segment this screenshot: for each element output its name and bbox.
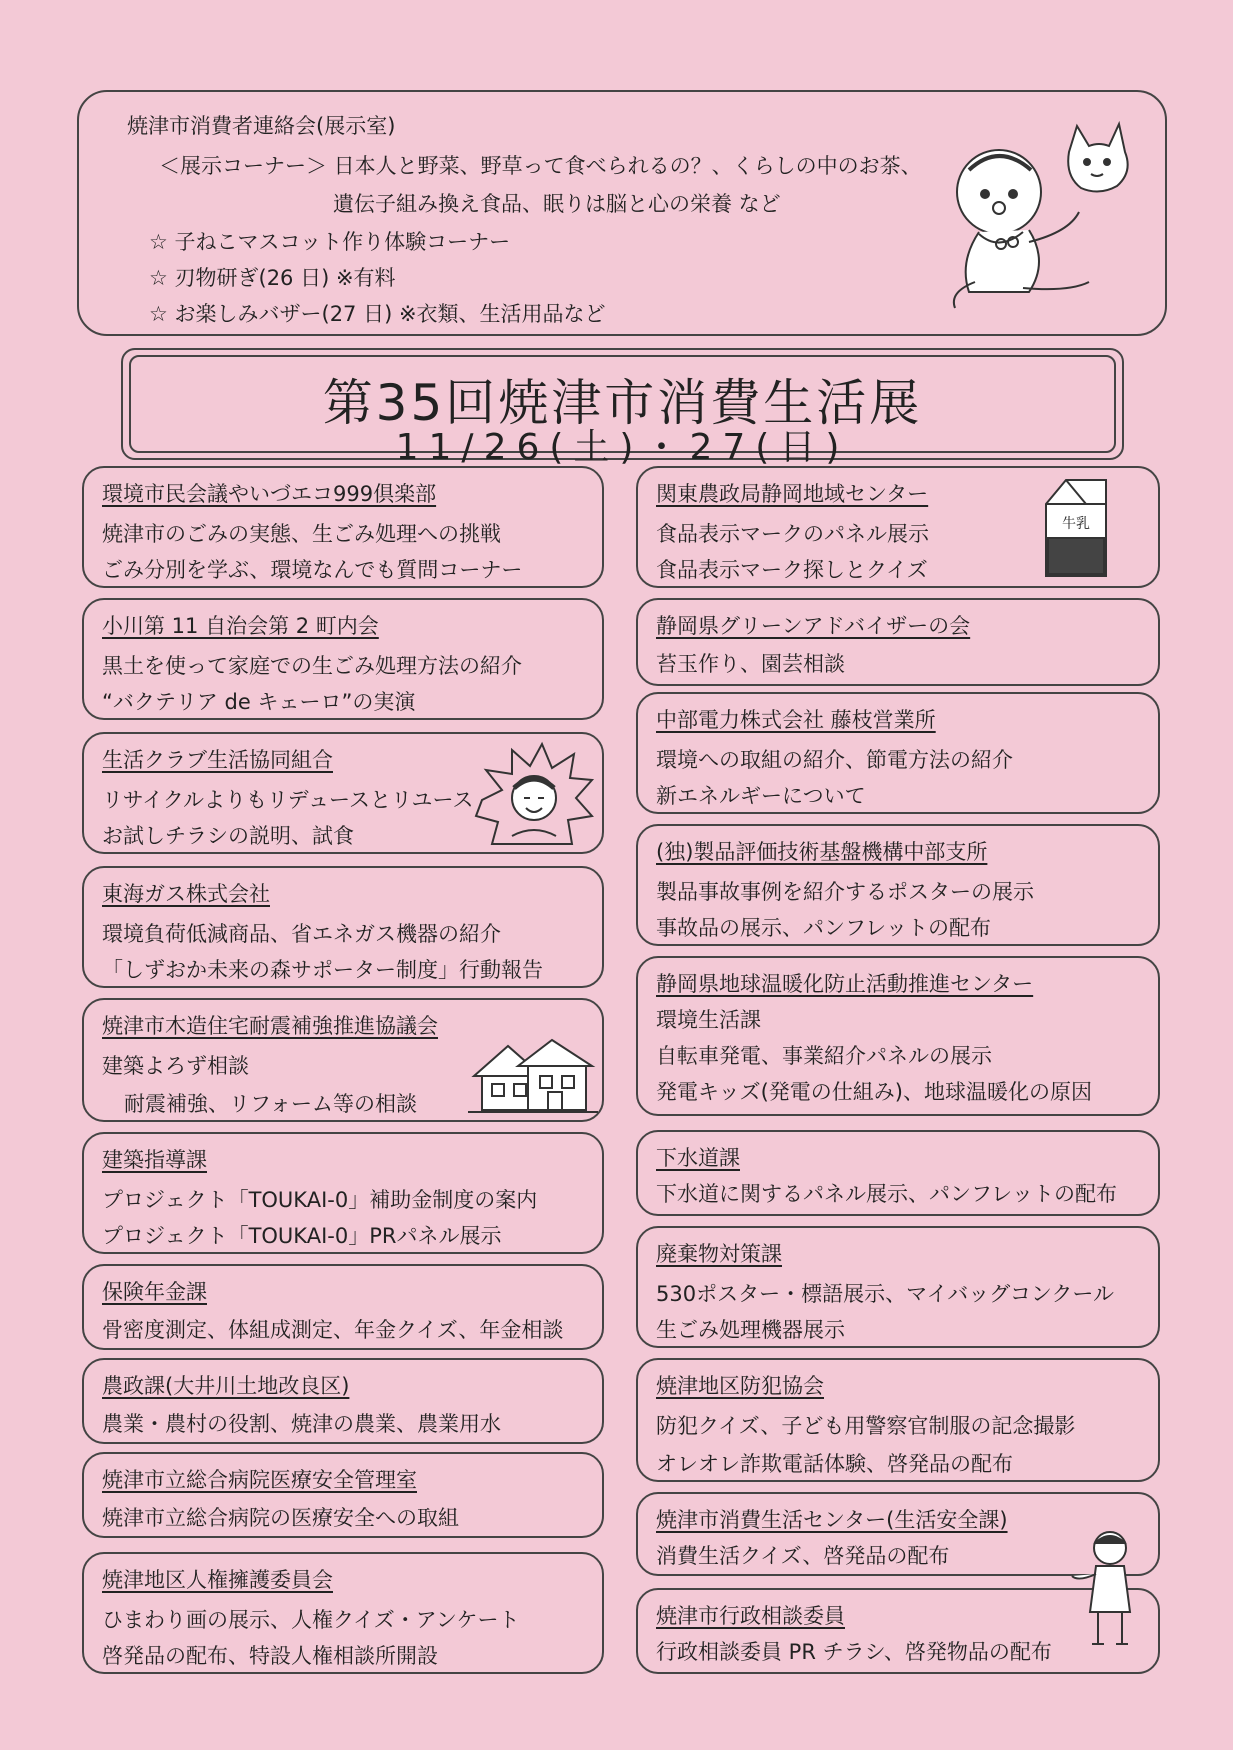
booth-line: 製品事故事例を紹介するポスターの展示: [656, 880, 1034, 904]
booth-line: 啓発品の配布、特設人権相談所開設: [102, 1644, 438, 1668]
booth-org: (独)製品評価技術基盤機構中部支所: [656, 840, 988, 864]
booth-line: 自転車発電、事業紹介パネルの展示: [656, 1044, 992, 1068]
milk-carton-illustration: [1036, 476, 1116, 580]
exhibition-title-frame: [121, 348, 1124, 468]
booth-line: 環境生活課: [656, 1008, 761, 1032]
booth-left-9: [82, 1452, 604, 1538]
booth-line: 焼津市立総合病院の医療安全への取組: [102, 1506, 459, 1530]
booth-line: 下水道に関するパネル展示、パンフレットの配布: [656, 1182, 1117, 1206]
booth-left-2: [82, 598, 604, 720]
booth-left-7: [82, 1264, 604, 1350]
baby-kitten-illustration: [919, 112, 1149, 312]
booth-org: 焼津市消費生活センター(生活安全課): [656, 1508, 1008, 1532]
exhibit-corner-line1: ＜展示コーナー＞ 日本人と野菜、野草って食べられるの？、くらしの中のお茶、: [159, 154, 922, 178]
booth-line: プロジェクト「TOUKAI-0」PRパネル展示: [102, 1224, 502, 1248]
booth-line: 黒土を使って家庭での生ごみ処理方法の紹介: [102, 654, 522, 678]
booth-line: 環境負荷低減商品、省エネガス機器の紹介: [102, 922, 501, 946]
booth-line: 環境への取組の紹介、節電方法の紹介: [656, 748, 1013, 772]
booth-line: 骨密度測定、体組成測定、年金クイズ、年金相談: [102, 1318, 564, 1342]
house-illustration: [468, 1036, 598, 1116]
booth-line: 消費生活クイズ、啓発品の配布: [656, 1544, 950, 1568]
booth-org: 農政課(大井川土地改良区): [102, 1374, 350, 1398]
booth-org: 保険年金課: [102, 1280, 207, 1304]
exhibition-title: 第35回焼津市消費生活展: [322, 374, 923, 432]
booth-org: 東海ガス株式会社: [102, 882, 270, 906]
booth-line: プロジェクト「TOUKAI-0」補助金制度の案内: [102, 1188, 538, 1212]
booth-right-3: [636, 692, 1160, 814]
booth-line: 耐震補強、リフォーム等の相談: [124, 1092, 417, 1116]
shouting-boy-illustration: [472, 740, 596, 848]
booth-line: ごみ分別を学ぶ、環境なんでも質問コーナー: [102, 558, 523, 582]
booth-left-4: [82, 866, 604, 988]
booth-line: 防犯クイズ、子ども用警察官制服の記念撮影: [656, 1414, 1076, 1438]
booth-org: 小川第 11 自治会第 2 町内会: [102, 614, 379, 638]
exhibit-corner-line2: 遺伝子組み換え食品、眠りは脳と心の栄養 など: [333, 192, 781, 216]
booth-org: 中部電力株式会社 藤枝営業所: [656, 708, 936, 732]
booth-org: 焼津市木造住宅耐震補強推進協議会: [102, 1014, 438, 1038]
booth-line: 「しずおか未来の森サポーター制度」行動報告: [102, 958, 543, 982]
exhibition-date: 11/26(土)・27(日): [395, 427, 850, 468]
booth-right-2: [636, 598, 1160, 686]
staff-woman-illustration: [1068, 1526, 1148, 1652]
booth-line: 食品表示マークのパネル展示: [656, 522, 929, 546]
booth-org: 焼津市立総合病院医療安全管理室: [102, 1468, 417, 1492]
booth-left-10: [82, 1552, 604, 1674]
consumer-liaison-title: 焼津市消費者連絡会(展示室): [127, 114, 396, 138]
booth-right-1: [636, 466, 1160, 588]
booth-line: 苔玉作り、園芸相談: [656, 652, 845, 676]
booth-left-5: [82, 998, 604, 1122]
booth-right-5: [636, 956, 1160, 1116]
booth-line: お試しチラシの説明、試食: [102, 824, 354, 848]
kitten-mascot-item: ☆ 子ねこマスコット作り体験コーナー: [149, 230, 511, 254]
booth-right-8: [636, 1358, 1160, 1482]
booth-line: ひまわり画の展示、人権クイズ・アンケート: [102, 1608, 520, 1632]
booth-line: リサイクルよりもリデュースとリユース: [102, 788, 474, 812]
booth-right-7: [636, 1226, 1160, 1348]
booth-right-6: [636, 1130, 1160, 1216]
booth-line: 農業・農村の役割、焼津の農業、農業用水: [102, 1412, 501, 1436]
booth-right-4: [636, 824, 1160, 946]
booth-org: 廃棄物対策課: [656, 1242, 782, 1266]
booth-org: 静岡県グリーンアドバイザーの会: [656, 614, 971, 638]
booth-org: 生活クラブ生活協同組合: [102, 748, 333, 772]
consumer-liaison-box: [77, 90, 1167, 336]
booth-line: 事故品の展示、パンフレットの配布: [656, 916, 991, 940]
booth-line: 生ごみ処理機器展示: [656, 1318, 845, 1342]
booth-org: 下水道課: [656, 1146, 740, 1170]
booth-left-3: [82, 732, 604, 854]
bazaar-item: ☆ お楽しみバザー(27 日) ※衣類、生活用品など: [149, 302, 606, 326]
booth-org: 建築指導課: [102, 1148, 207, 1172]
milk-label: 牛乳: [1062, 516, 1090, 532]
booth-line: 焼津市のごみの実態、生ごみ処理への挑戦: [102, 522, 501, 546]
booth-org: 焼津地区人権擁護委員会: [102, 1568, 333, 1592]
booth-line: 建築よろず相談: [102, 1054, 249, 1078]
booth-org: 関東農政局静岡地域センター: [656, 482, 929, 506]
booth-org: 焼津市行政相談委員: [656, 1604, 845, 1628]
booth-left-1: [82, 466, 604, 588]
booth-org: 静岡県地球温暖化防止活動推進センター: [656, 972, 1034, 996]
booth-org: 焼津地区防犯協会: [656, 1374, 824, 1398]
booth-line: 食品表示マーク探しとクイズ: [656, 558, 928, 582]
booth-left-8: [82, 1358, 604, 1444]
knife-sharpening-item: ☆ 刃物研ぎ(26 日) ※有料: [149, 266, 396, 290]
booth-line: “バクテリア de キェーロ”の実演: [102, 690, 416, 714]
booth-line: 行政相談委員 PR チラシ、啓発物品の配布: [656, 1640, 1052, 1664]
booth-line: 530ポスター・標語展示、マイバッグコンクール: [656, 1282, 1114, 1306]
booth-org: 環境市民会議やいづエコ999倶楽部: [102, 482, 437, 506]
booth-left-6: [82, 1132, 604, 1254]
booth-line: オレオレ詐欺電話体験、啓発品の配布: [656, 1452, 1013, 1476]
booth-line: 新エネルギーについて: [656, 784, 866, 808]
booth-line: 発電キッズ(発電の仕組み)、地球温暖化の原因: [656, 1080, 1092, 1104]
